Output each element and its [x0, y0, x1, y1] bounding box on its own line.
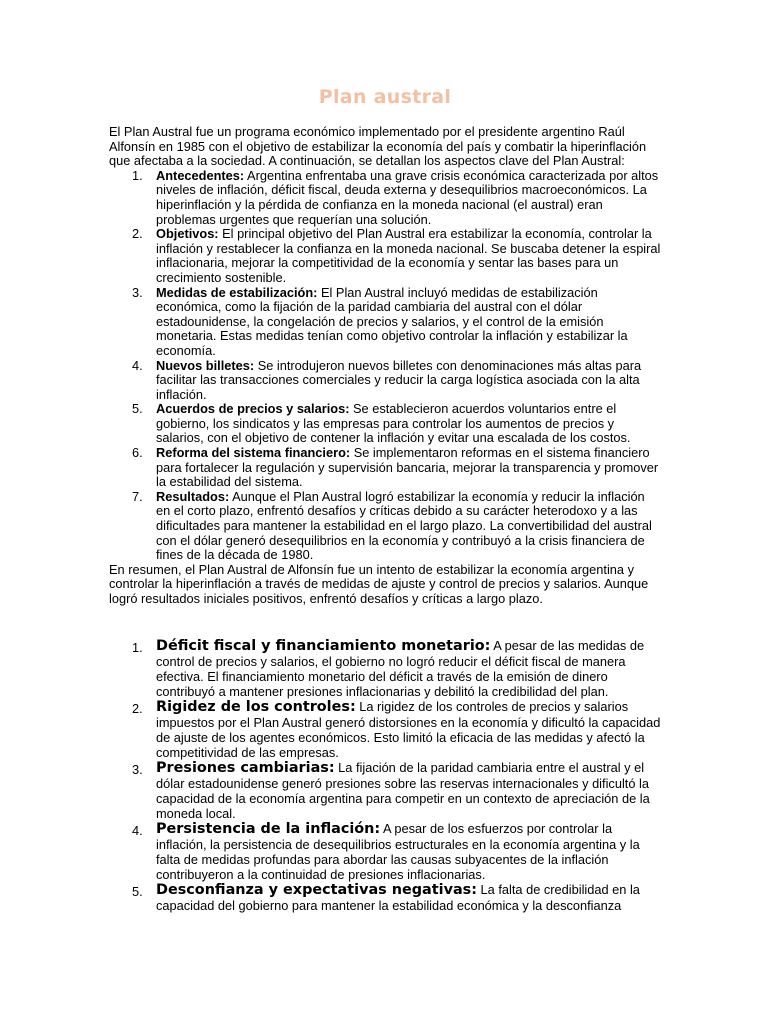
list-number: 5.	[132, 401, 143, 417]
item-text: La falta de credibilidad en la capacidad del gobierno para mantener la estabilidad económica y la desconfianza	[156, 881, 640, 913]
list-number: 7.	[132, 488, 143, 504]
item-text: A pesar de los esfuerzos por controlar la inflación, la persistencia de desequilibrios estructurales en la economía argentina y la falta de medidas profundas para abordar las causas subyacentes de la inflación contribuyeron a la continuidad de presiones inflacionarias.	[156, 820, 640, 882]
item-label: Déficit fiscal y financiamiento monetario:	[156, 637, 491, 654]
item-text: El Plan Austral incluyó medidas de estabilización económica, como la fijación de la paridad cambiaria del austral con el dólar estadounidense, la congelación de precios y salarios, y el control de la emisión monetaria. Estas medidas tenían como objetivo controlar la inflación y estabilizar la economía.	[156, 284, 628, 358]
page-title: Plan austral	[318, 86, 452, 108]
item-text: Aunque el Plan Austral logró estabilizar la economía y reducir la inflación en el corto plazo, enfrentó desafíos y críticas debido a su carácter heterodoxo y a las dificultades para mantener la estabilidad en el largo plazo. La convertibilidad del austral con el dólar generó desequilibrios en la economía y contribuyó a la crisis financiera de fines de la década de 1980.	[156, 488, 652, 563]
list-item	[109, 359, 661, 403]
summary-paragraph: En resumen, el Plan Austral de Alfonsín fue un intento de estabilizar la economía argentina y controlar la hiperinflación a través de medidas de ajuste y control de precios y salarios. Aunque logró resultados iniciales positivos, enfrentó desafíos y críticas a largo plazo.	[109, 561, 649, 606]
list-number: 6.	[132, 445, 143, 461]
list-number: 1.	[132, 167, 143, 183]
challenges-list	[109, 638, 661, 913]
item-label: Desconfianza y expectativas negativas:	[156, 881, 477, 898]
list-number: 4.	[132, 822, 143, 838]
item-text: Se implementaron reformas en el sistema financiero para fortalecer la regulación y supervisión bancaria, mejorar la transparencia y promover la estabilidad del sistema.	[156, 445, 659, 490]
list-number: 4.	[132, 357, 143, 373]
item-label: Resultados:	[156, 488, 230, 504]
list-item	[109, 402, 661, 446]
item-label: Antecedentes:	[156, 167, 245, 183]
intro-paragraph: El Plan Austral fue un programa económico implementado por el presidente argentino Raúl Alfonsín en 1985 con el objetivo de estabilizar la economía del país y combatir la hiperinflación que afectaba a la sociedad. A continuación, se detallan los aspectos clave del Plan Austral:	[109, 124, 647, 169]
list-number: 3.	[132, 761, 143, 777]
list-item	[109, 699, 661, 760]
item-text: Se establecieron acuerdos voluntarios entre el gobierno, los sindicatos y las empresas para controlar los aumentos de precios y salarios, con el objetivo de contener la inflación y evitar una escalada de los costos.	[156, 401, 631, 446]
item-label: Objetivos:	[156, 226, 219, 242]
list-number: 2.	[132, 226, 143, 242]
item-text: A pesar de las medidas de control de precios y salarios, el gobierno no logró reducir el déficit fiscal de manera efectiva. El financiamiento monetario del déficit a través de la emisión de dinero contribuyó a mantener presiones inflacionarias y debilitó la credibilidad del plan.	[156, 637, 645, 699]
item-text: Argentina enfrentaba una grave crisis económica caracterizada por altos niveles de inflación, déficit fiscal, deuda externa y desequilibrios macroeconómicos. La hiperinflación y la pérdida de confianza en la moneda nacional (el austral) eran problemas urgentes que requerían una solución.	[156, 167, 659, 227]
list-item	[109, 821, 661, 882]
list-item	[109, 490, 661, 563]
list-number: 1.	[132, 639, 143, 655]
list-item	[109, 638, 661, 699]
item-label: Nuevos billetes:	[156, 357, 255, 373]
list-item	[109, 286, 661, 359]
list-item	[109, 227, 661, 285]
list-number: 2.	[132, 700, 143, 716]
item-label: Persistencia de la inflación:	[156, 820, 381, 837]
document-page	[109, 86, 661, 913]
list-item	[109, 882, 661, 913]
list-item	[109, 169, 661, 227]
list-item	[109, 446, 661, 490]
list-number: 5.	[132, 883, 143, 899]
list-number: 3.	[132, 284, 143, 300]
item-label: Medidas de estabilización:	[156, 284, 318, 300]
item-text: Se introdujeron nuevos billetes con denominaciones más altas para facilitar las transacciones comerciales y reducir la carga logística asociada con la alta inflación.	[156, 357, 642, 402]
item-label: Rigidez de los controles:	[156, 698, 356, 715]
item-label: Reforma del sistema financiero:	[156, 445, 351, 461]
item-text: La rigidez de los controles de precios y salarios impuestos por el Plan Austral generó distorsiones en la economía y dificultó la capacidad de ajuste de los agentes económicos. Esto limitó la eficacia de las medidas y afectó la competitividad de las empresas.	[156, 698, 661, 760]
item-text: El principal objetivo del Plan Austral era estabilizar la economía, controlar la inflación y restablecer la confianza en la moneda nacional. Se buscaba detener la espiral inflacionaria, mejorar la competitividad de la economía y sentar las bases para un crecimiento sostenible.	[156, 226, 661, 285]
item-label: Presiones cambiarias:	[156, 759, 335, 776]
list-item	[109, 760, 661, 821]
item-text: La fijación de la paridad cambiaria entre el austral y el dólar estadounidense generó presiones sobre las reservas internacionales y dificultó la capacidad de la economía argentina para competir en un contexto de apreciación de la moneda local.	[156, 759, 650, 821]
item-label: Acuerdos de precios y salarios:	[156, 401, 350, 417]
aspects-list	[109, 169, 661, 563]
